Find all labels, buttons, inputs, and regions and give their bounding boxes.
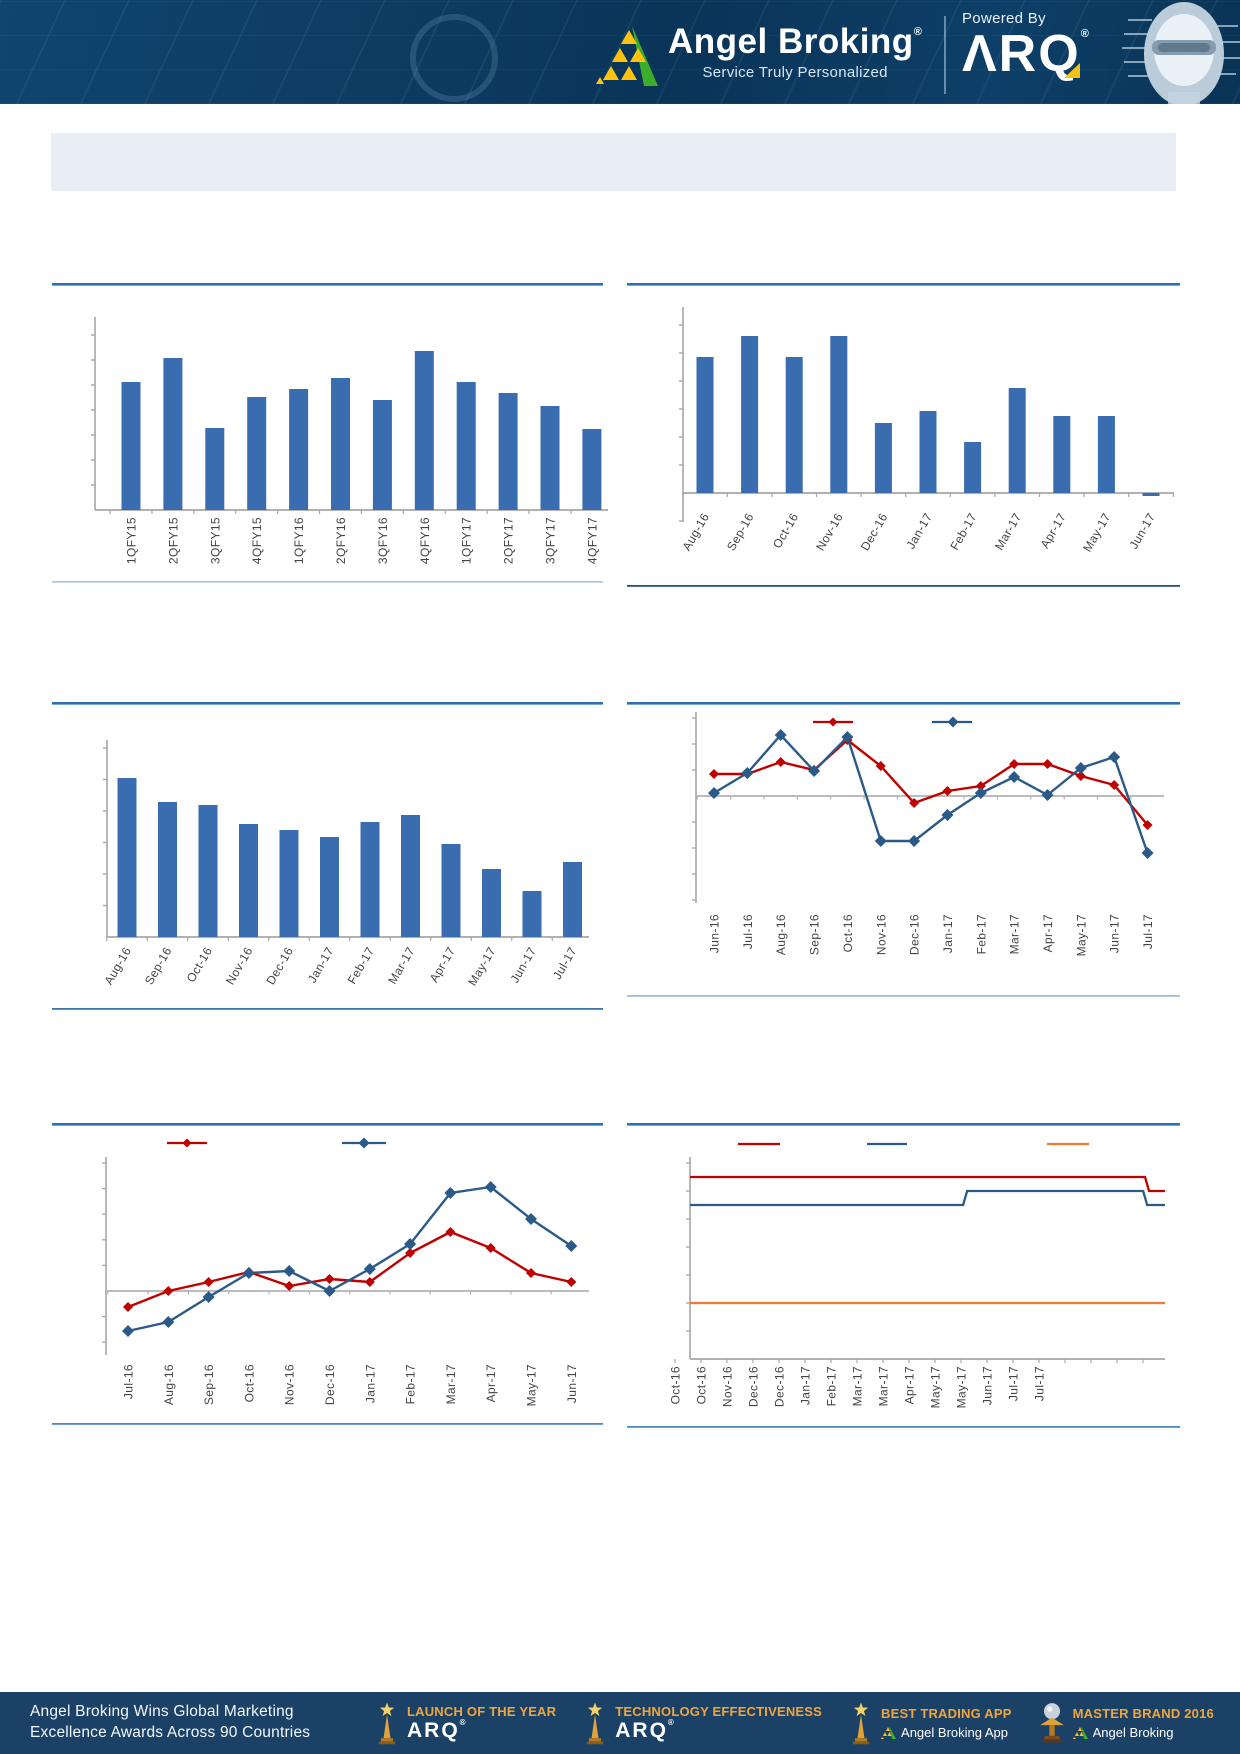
diamond-marker (1142, 847, 1154, 859)
footer-headline (0, 1702, 348, 1744)
bar (582, 429, 601, 510)
x-axis-label: Jun-16 (707, 914, 722, 954)
diamond-marker (325, 1274, 335, 1284)
diamond-marker (123, 1302, 133, 1312)
brand-name: Angel Broking® (668, 22, 923, 61)
x-axis-label: Dec-16 (857, 510, 891, 554)
x-axis-label: May-17 (524, 1364, 539, 1407)
diamond-marker (324, 1285, 336, 1297)
brand-tagline: Service Truly Personalized (702, 64, 888, 81)
awards-strip (348, 1692, 1240, 1754)
bar (320, 837, 339, 937)
x-axis-label: 2QFY15 (166, 517, 181, 565)
section-rule-bottom (52, 1008, 603, 1010)
x-axis-label: Mar-17 (1007, 914, 1022, 955)
monthly-bar-chart-b (101, 740, 589, 988)
footer-headline-line2: Excellence Awards Across 90 Countries (30, 1724, 311, 1741)
x-axis-label: Mar-17 (385, 944, 418, 987)
x-axis-label: Apr-17 (484, 1364, 499, 1403)
bar (122, 382, 141, 510)
x-axis-label: Jan-17 (903, 510, 936, 552)
x-axis-label: Sep-16 (141, 944, 175, 988)
x-axis-label: Aug-16 (774, 914, 789, 956)
bar (541, 406, 560, 510)
award-item (374, 1701, 556, 1745)
x-axis-label: Dec-16 (746, 1366, 761, 1408)
x-axis-label: 4QFY17 (585, 517, 600, 565)
x-axis-label: Jan-17 (304, 944, 337, 986)
award-subtitle-arq: ARQ® (406, 1717, 468, 1742)
x-axis-label: Jul-17 (549, 944, 580, 982)
x-axis-label: Aug-16 (101, 944, 135, 988)
star-trophy-icon (374, 1701, 400, 1745)
award-subtitle-arq: ARQ® (615, 1717, 676, 1742)
diamond-marker (203, 1291, 215, 1303)
x-axis-label: 1QFY17 (459, 517, 474, 565)
bar (741, 336, 758, 493)
angel-logo-icon (881, 1726, 896, 1740)
x-axis-label: Aug-16 (161, 1364, 176, 1406)
diamond-marker (183, 1139, 192, 1148)
section-rule-top (52, 702, 603, 705)
bar (482, 869, 501, 937)
x-axis-label: 4QFY16 (417, 517, 432, 565)
x-axis-label: Sep-16 (807, 914, 822, 956)
x-axis-label: Jul-17 (1006, 1366, 1021, 1402)
x-axis-label: Nov-16 (874, 914, 889, 956)
dual-line-chart-a (692, 712, 1164, 956)
red-step-line (690, 1177, 1165, 1191)
x-axis-label: Jul-16 (740, 914, 755, 950)
x-axis-label: Apr-17 (902, 1366, 917, 1405)
star-trophy-icon (848, 1701, 874, 1745)
diamond-marker (942, 786, 952, 796)
diamond-marker (283, 1265, 295, 1277)
section-rule-top (627, 702, 1180, 705)
x-axis-label: Sep-16 (724, 510, 757, 554)
bar (830, 336, 847, 493)
x-axis-label: Dec-16 (263, 944, 297, 988)
x-axis-label: Jul-17 (1141, 914, 1156, 950)
diamond-marker (204, 1277, 214, 1287)
bar (163, 358, 182, 510)
award-subtitle: Angel Broking App (881, 1725, 1012, 1740)
x-axis-label: 1QFY15 (124, 517, 139, 565)
x-axis-label: Sep-16 (202, 1364, 217, 1406)
x-axis-label: Jan-17 (798, 1366, 813, 1406)
bar (239, 824, 258, 937)
diamond-marker (1108, 751, 1120, 763)
bar (523, 891, 542, 937)
diamond-marker (284, 1281, 294, 1291)
x-axis-label: Nov-16 (222, 944, 256, 988)
x-axis-label: Jun-17 (1126, 510, 1159, 552)
bar (920, 411, 937, 493)
section-rule-top (627, 1123, 1180, 1126)
x-axis-label: Apr-17 (426, 944, 459, 985)
section-rule-bottom (627, 995, 1180, 997)
section-rule-top (52, 1123, 603, 1126)
bar (1098, 416, 1115, 493)
x-axis-label: May-17 (465, 944, 499, 989)
red-series-line (714, 740, 1148, 825)
diamond-marker (364, 1263, 376, 1275)
bar (1009, 388, 1026, 493)
x-axis-label: Dec-16 (772, 1366, 787, 1408)
diamond-marker (948, 717, 959, 728)
section-rule-bottom (52, 1423, 603, 1425)
bar (280, 830, 299, 937)
bar (118, 778, 137, 937)
blue-series-line (714, 735, 1148, 853)
x-axis-label: 3QFY17 (543, 517, 558, 565)
x-axis-label: Apr-17 (1037, 510, 1069, 551)
section-rule-bottom (627, 585, 1180, 587)
x-axis-label: Oct-16 (668, 1366, 683, 1405)
dual-line-chart-b (102, 1138, 589, 1407)
arq-wordmark: ΛRQ® (962, 25, 1089, 83)
section-rule-bottom (627, 1426, 1180, 1428)
diamond-marker (776, 757, 786, 767)
x-axis-label: Mar-17 (991, 510, 1025, 553)
award-item (582, 1701, 822, 1745)
x-axis-label: 2QFY16 (334, 517, 348, 565)
bar (1053, 416, 1070, 493)
x-axis-label: Aug-16 (679, 510, 713, 554)
bar (158, 802, 177, 937)
bar (457, 382, 476, 510)
bar (199, 805, 218, 937)
globe-trophy-icon (1038, 1701, 1066, 1745)
x-axis-label: Mar-17 (443, 1364, 458, 1405)
x-axis-label: Nov-16 (813, 510, 846, 554)
x-axis-label: 1QFY16 (292, 517, 307, 565)
award-item (848, 1701, 1012, 1745)
x-axis-label: Feb-17 (974, 914, 989, 955)
powered-by-label: Powered By (962, 10, 1046, 27)
x-axis-label: Oct-16 (769, 510, 802, 551)
x-axis-label: Mar-17 (876, 1366, 891, 1407)
diamond-marker (1043, 759, 1053, 769)
star-trophy-icon (582, 1701, 608, 1745)
bar (373, 400, 392, 510)
bar (563, 862, 582, 937)
bar (875, 423, 892, 493)
x-axis-label: Nov-16 (720, 1366, 735, 1408)
x-axis-label: Dec-16 (907, 914, 922, 956)
section-rule-top (52, 283, 603, 286)
x-axis-label: Feb-17 (344, 944, 378, 987)
award-item (1038, 1701, 1214, 1745)
bar (289, 389, 308, 510)
x-axis-label: 3QFY15 (208, 517, 223, 565)
bar (697, 357, 714, 493)
x-axis-label: Jun-17 (980, 1366, 995, 1406)
blue-step-line (690, 1191, 1165, 1205)
x-axis-label: Jan-17 (363, 1364, 378, 1404)
x-axis-label: Feb-17 (824, 1366, 839, 1407)
x-axis-label: Oct-16 (242, 1364, 257, 1403)
bar (1143, 493, 1160, 496)
diamond-marker (708, 787, 720, 799)
x-axis-label: Jun-17 (564, 1364, 579, 1404)
diamond-marker (359, 1138, 370, 1149)
bar (415, 351, 434, 510)
diamond-marker (445, 1227, 455, 1237)
x-axis-label: Oct-16 (694, 1366, 709, 1405)
bar (499, 393, 518, 510)
x-axis-label: Oct-16 (183, 944, 216, 985)
bar (331, 378, 350, 510)
x-axis-label: Jun-17 (507, 944, 540, 986)
bar (442, 844, 461, 937)
x-axis-label: Feb-17 (947, 510, 980, 553)
x-axis-label: Feb-17 (403, 1364, 418, 1405)
x-axis-label: Mar-17 (850, 1366, 865, 1407)
bar (964, 442, 981, 493)
diamond-marker (163, 1286, 173, 1296)
x-axis-label: Apr-17 (1041, 914, 1055, 953)
diamond-marker (122, 1325, 134, 1337)
x-axis-label: May-17 (1074, 914, 1089, 957)
diamond-marker (875, 835, 887, 847)
section-rule-bottom (52, 581, 603, 583)
angel-logo-icon (1073, 1726, 1088, 1740)
blue-series-line (128, 1187, 571, 1331)
diamond-marker (709, 769, 719, 779)
x-axis-label: Jun-17 (1107, 914, 1122, 954)
quarterly-bar-chart (91, 317, 608, 564)
bar (205, 428, 224, 510)
registered-mark: ® (913, 26, 923, 38)
bar (401, 815, 420, 937)
three-step-lines-chart (669, 1144, 1166, 1408)
diamond-marker (829, 718, 838, 727)
x-axis-label: 4QFY15 (250, 517, 265, 565)
award-title: TECHNOLOGY EFFECTIVENESS (615, 1703, 823, 1719)
x-axis-label: May-17 (928, 1366, 943, 1409)
bar (361, 822, 380, 937)
diamond-marker (1008, 771, 1020, 783)
x-axis-label: 3QFY16 (375, 517, 390, 565)
diamond-marker (566, 1277, 576, 1287)
footer (0, 1692, 1240, 1754)
x-axis-label: Dec-16 (323, 1364, 337, 1406)
x-axis-label: May-17 (1080, 510, 1114, 555)
award-subtitle: Angel Broking (1073, 1725, 1214, 1740)
x-axis-label: May-17 (954, 1366, 969, 1409)
diamond-marker (162, 1316, 174, 1328)
award-title: BEST TRADING APP (881, 1706, 1012, 1721)
award-title: MASTER BRAND 2016 (1072, 1706, 1214, 1721)
red-series-line (128, 1232, 571, 1307)
bar (786, 357, 803, 493)
monthly-bar-chart-a (679, 307, 1174, 554)
x-axis-label: Nov-16 (282, 1364, 297, 1406)
x-axis-label: Jul-16 (121, 1364, 136, 1400)
diamond-marker (243, 1267, 255, 1279)
x-axis-label: Jan-17 (940, 914, 955, 954)
x-axis-label: Jul-17 (1032, 1366, 1047, 1402)
x-axis-label: Oct-16 (840, 914, 855, 953)
award-title: LAUNCH OF THE YEAR (406, 1703, 557, 1719)
section-rule-top (627, 283, 1180, 286)
footer-headline-line1: Angel Broking Wins Global Marketing (30, 1703, 294, 1721)
x-axis-label: 2QFY17 (501, 517, 516, 565)
bar (247, 397, 266, 510)
